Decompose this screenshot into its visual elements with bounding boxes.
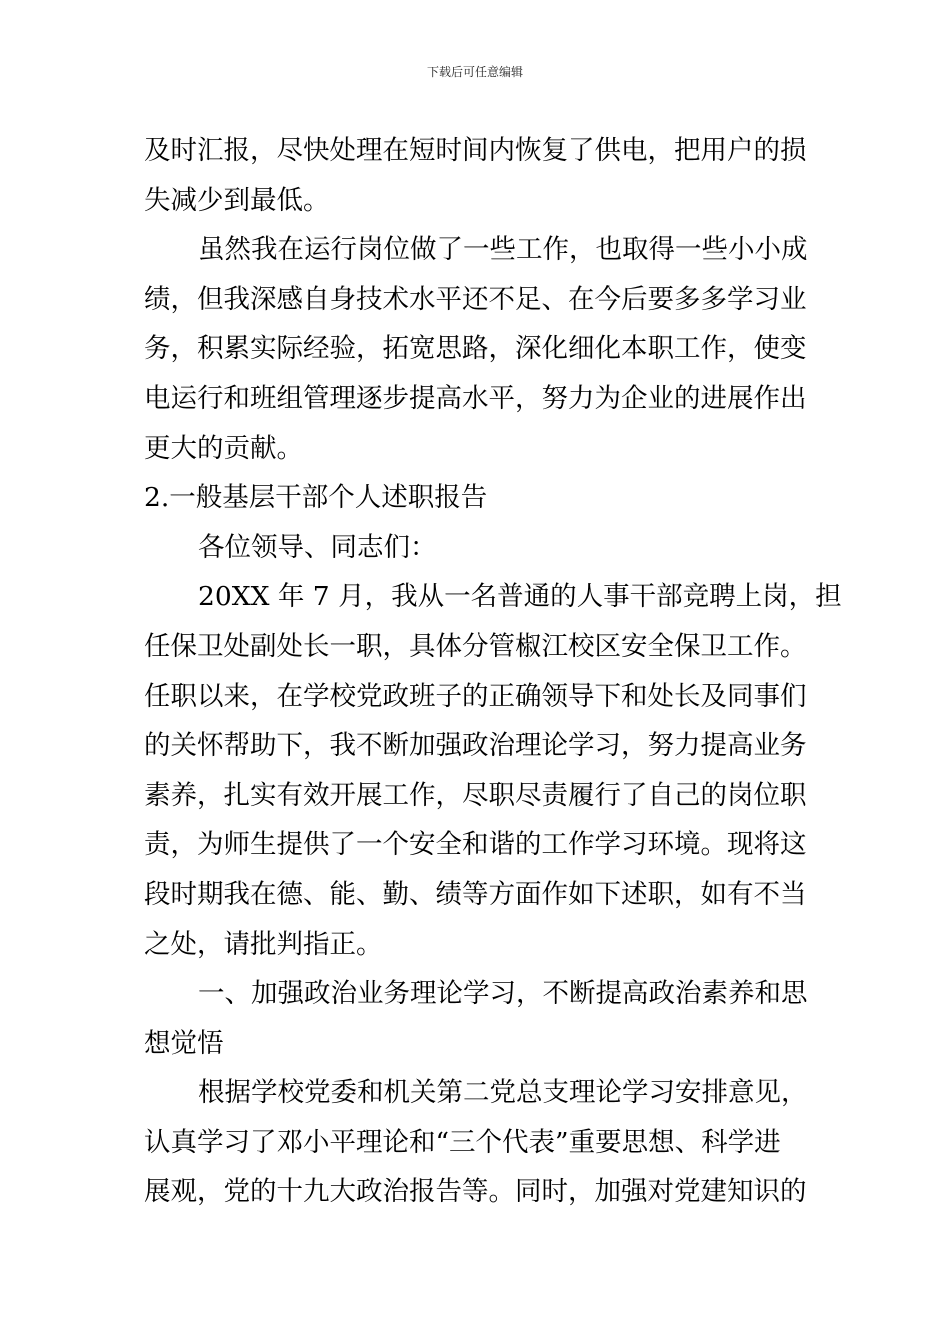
text-line: 任保卫处副处长一职，具体分管椒江校区安全保卫工作。 [144, 630, 807, 662]
text-line: 20XX 年 7 月，我从一名普通的人事干部竞聘上岗，担 [198, 581, 842, 613]
text-line: 根据学校党委和机关第二党总支理论学习安排意见， [198, 1077, 808, 1109]
text-line: 更大的贡献。 [144, 432, 303, 464]
text-line: 展观，党的十九大政治报告等。同时，加强对党建知识的 [144, 1176, 807, 1208]
text-line: 想觉悟 [144, 1027, 224, 1059]
text-line: 段时期我在德、能、勤、绩等方面作如下述职，如有不当 [144, 878, 807, 910]
text-line: 的关怀帮助下，我不断加强政治理论学习，努力提高业务 [144, 730, 807, 762]
text-line: 电运行和班组管理逐步提高水平，努力为企业的进展作出 [144, 382, 807, 414]
text-line: 虽然我在运行岗位做了一些工作，也取得一些小小成 [198, 234, 808, 266]
text-line: 任职以来，在学校党政班子的正确领导下和处长及同事们 [144, 680, 807, 712]
text-line: 2.一般基层干部个人述职报告 [144, 482, 488, 514]
text-line: 绩，但我深感自身技术水平还不足、在今后要多多学习业 [144, 283, 807, 315]
text-line: 一、加强政治业务理论学习，不断提高政治素养和思 [198, 978, 808, 1010]
text-line: 之处，请批判指正。 [144, 928, 383, 960]
text-line: 素养，扎实有效开展工作，尽职尽责履行了自己的岗位职 [144, 779, 807, 811]
text-line: 失减少到最低。 [144, 184, 330, 216]
text-line: 责，为师生提供了一个安全和谐的工作学习环境。现将这 [144, 829, 807, 861]
text-line: 认真学习了邓小平理论和“三个代表”重要思想、科学进 [144, 1126, 781, 1158]
page-header: 下载后可任意编辑 [426, 65, 523, 79]
text-line: 各位领导、同志们： [198, 531, 437, 563]
text-line: 务，积累实际经验，拓宽思路，深化细化本职工作，使变 [144, 333, 807, 365]
document-body [144, 126, 842, 1217]
text-line: 及时汇报，尽快处理在短时间内恢复了供电，把用户的损 [144, 135, 807, 166]
